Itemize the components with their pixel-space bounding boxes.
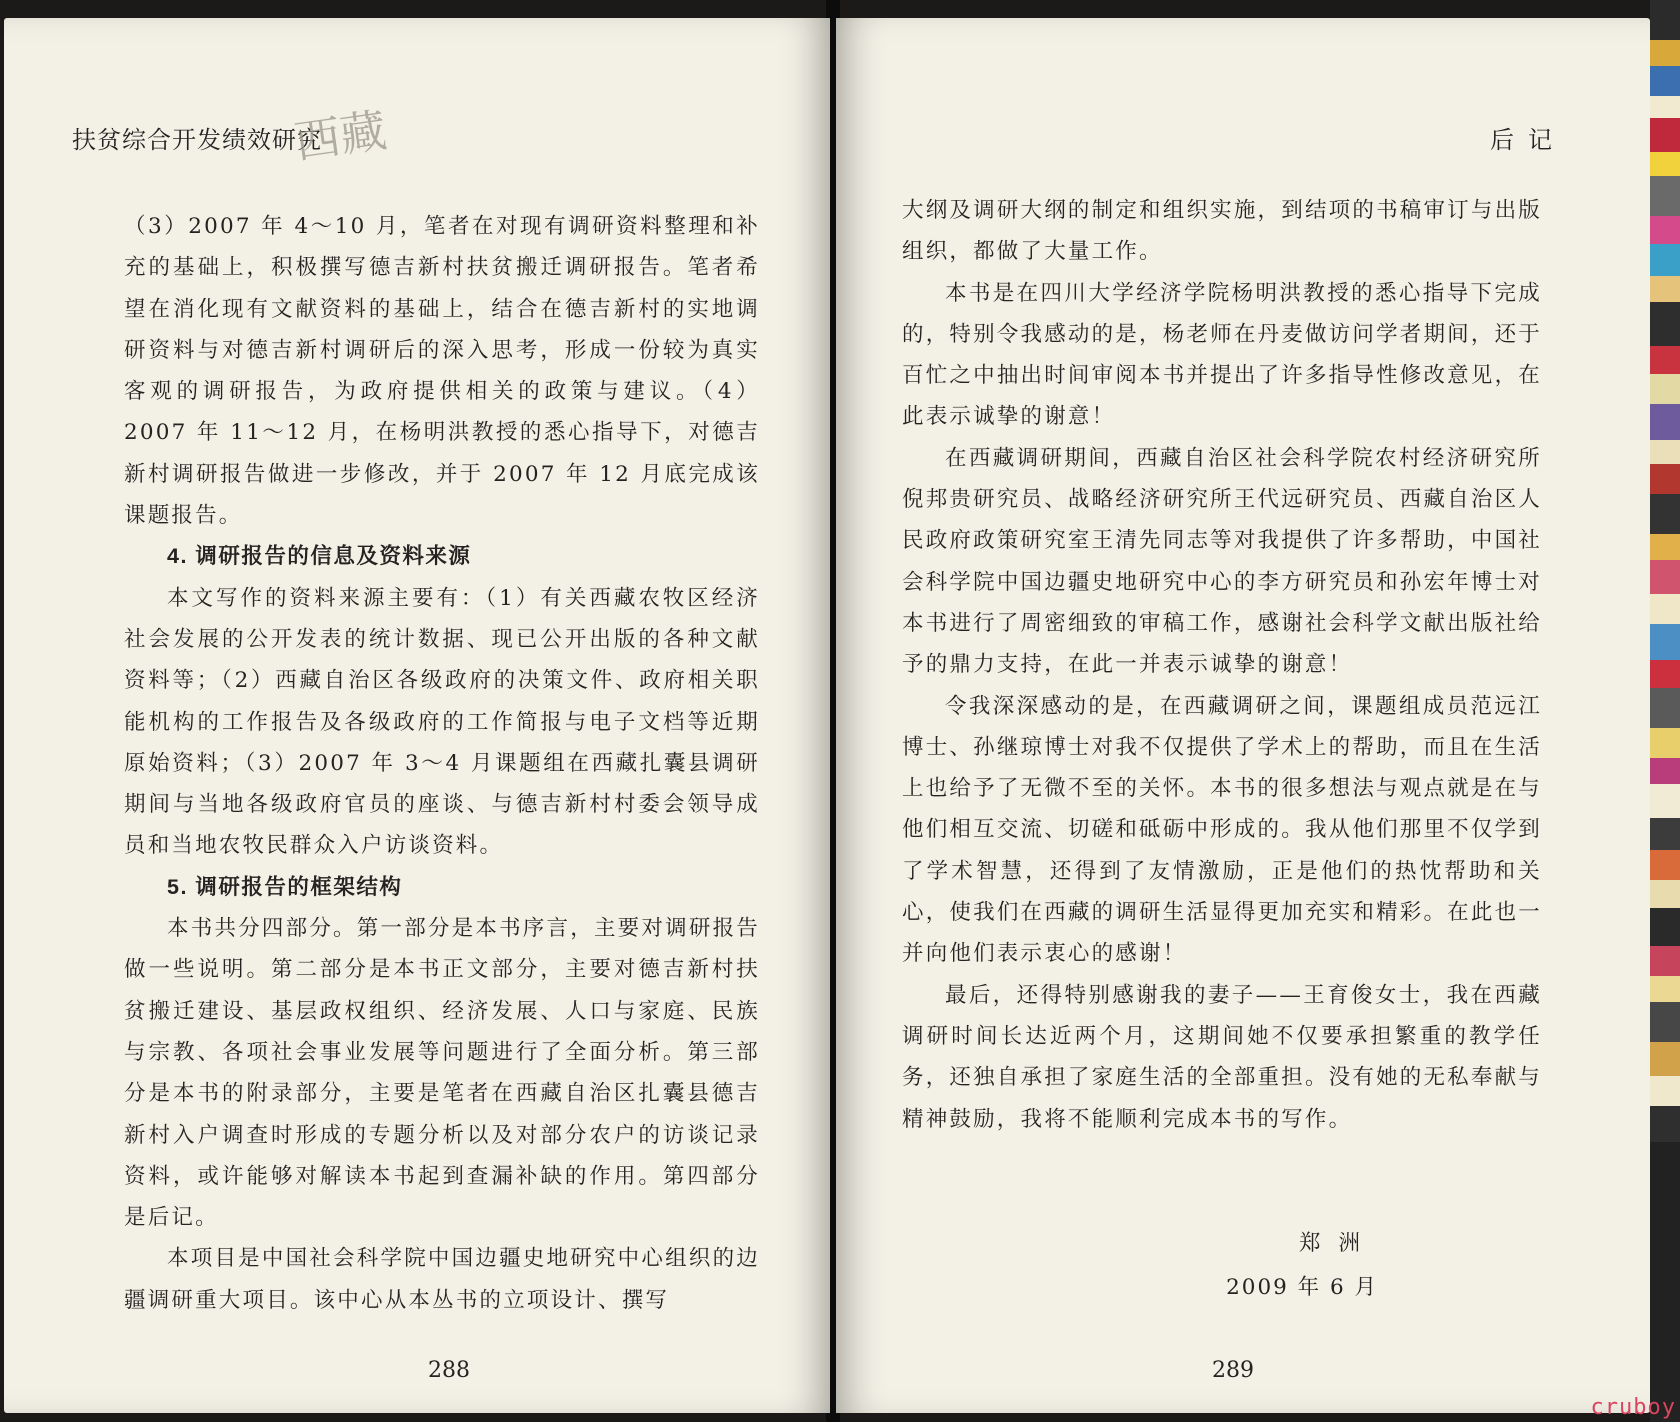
- running-header-right: 后记: [1490, 127, 1566, 154]
- body-paragraph: 令我深深感动的是，在西藏调研之间，课题组成员范远江博士、孙继琼博士对我不仅提供了学术上的帮助，而且在生活上也给予了无微不至的关怀。本书的很多想法与观点就是在与他们相互交流、切磋和砥砺中形成的。我从他们那里不仅学到了学术智慧，还得到了友情激励，正是他们的热忱帮助和关心，使我们在西藏的调研生活显得更加充实和精彩。在此也一并向他们表示衷心的感谢！: [902, 693, 1542, 967]
- right-page-body: [902, 190, 1542, 1140]
- body-paragraph: 本项目是中国社会科学院中国边疆史地研究中心组织的边疆调研重大项目。该中心从本丛书的立项设计、撰写: [124, 1246, 760, 1313]
- running-header-left: 扶贫综合开发绩效研究: [72, 127, 322, 154]
- body-paragraph: 最后，还得特别感谢我的妻子——王育俊女士，我在西藏调研时间长达近两个月，这期间她不仅要承担繁重的教学任务，还独自承担了家庭生活的全部重担。没有她的无私奉献与精神鼓励，我将不能顺利完成本书的写作。: [902, 982, 1542, 1132]
- body-paragraph: 本书是在四川大学经济学院杨明洪教授的悉心指导下完成的，特别令我感动的是，杨老师在丹麦做访问学者期间，还于百忙之中抽出时间审阅本书并提出了许多指导性修改意见，在此表示诚挚的谢意！: [902, 280, 1542, 430]
- section-heading: 4. 调研报告的信息及资料来源: [167, 544, 472, 569]
- left-page: [4, 18, 830, 1413]
- page-number-left: 288: [428, 1358, 470, 1383]
- watermark-text: cruboy: [1590, 1395, 1676, 1420]
- page-number-right: 289: [1212, 1358, 1254, 1383]
- seal-logo: 西藏: [291, 102, 390, 170]
- body-paragraph: 本书共分四部分。第一部分是本书序言，主要对调研报告做一些说明。第二部分是本书正文部分，主要对德吉新村扶贫搬迁建设、基层政权组织、经济发展、人口与家庭、民族与宗教、各项社会事业发展等问题进行了全面分析。第三部分是本书的附录部分，主要是笔者在西藏自治区扎囊县德吉新村入户调查时形成的专题分析以及对部分农户的访谈记录资料，或许能够对解读本书起到查漏补缺的作用。第四部分是后记。: [124, 916, 760, 1231]
- body-paragraph: 本文写作的资料来源主要有：（1）有关西藏农牧区经济社会发展的公开发表的统计数据、现已公开出版的各种文献资料等；（2）西藏自治区各级政府的决策文件、政府相关职能机构的工作报告及各级政府的工作简报与电子文档等近期原始资料；（3）2007 年 3～4 月课题组在西藏扎囊县调研期间与当地各级政府官员的座谈、与德吉新村村委会领导成员和当地农牧民群众入户访谈资料。: [124, 585, 760, 859]
- signature-date: 2009 年 6 月: [1226, 1275, 1378, 1300]
- left-page-body: [124, 206, 760, 1321]
- right-page: [836, 18, 1650, 1413]
- body-paragraph: 大纲及调研大纲的制定和组织实施，到结项的书稿审订与出版组织，都做了大量工作。: [902, 198, 1542, 265]
- scan-color-strip: [1650, 0, 1680, 1422]
- section-heading: 5. 调研报告的框架结构: [167, 874, 403, 899]
- body-paragraph: 在西藏调研期间，西藏自治区社会科学院农村经济研究所倪邦贵研究员、战略经济研究所王代远研究员、西藏自治区人民政府政策研究室王清先同志等对我提供了许多帮助，中国社会科学院中国边疆史地研究中心的李方研究员和孙宏年博士对本书进行了周密细致的审稿工作，感谢社会科学文献出版社给予的鼎力支持，在此一并表示诚挚的谢意！: [902, 445, 1542, 678]
- author-signature: 郑洲: [1298, 1231, 1378, 1256]
- body-paragraph: （3）2007 年 4～10 月，笔者在对现有调研资料整理和补充的基础上，积极撰写德吉新村扶贫搬迁调研报告。笔者希望在消化现有文献资料的基础上，结合在德吉新村的实地调研资料与对德吉新村调研后的深入思考，形成一份较为真实客观的调研报告，为政府提供相关的政策与建议。（4）2007 年 11～12 月，在杨明洪教授的悉心指导下，对德吉新村调研报告做进一步修改，并于 2007 年 12 月底完成该课题报告。: [124, 214, 760, 529]
